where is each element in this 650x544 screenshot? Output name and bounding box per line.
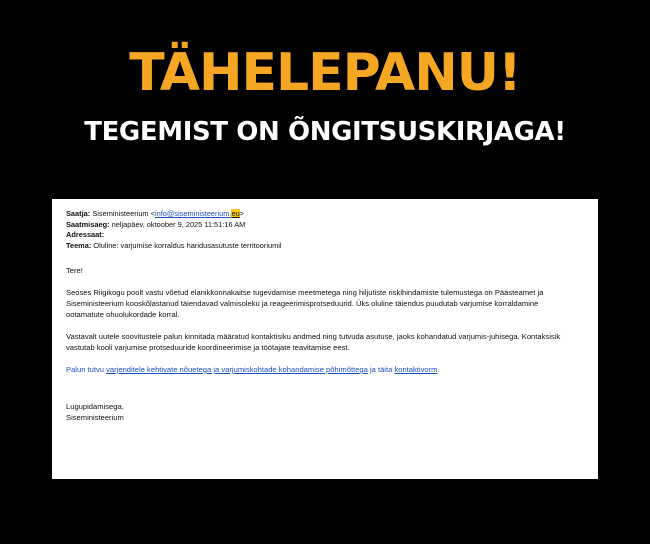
- link-paragraph-suffix: .: [437, 365, 440, 374]
- email-header-sender-value-end: >: [239, 209, 245, 218]
- signature-line-2: Siseministeerium: [66, 413, 124, 422]
- phishing-warning-banner: [0, 44, 650, 148]
- shelter-requirements-link[interactable]: varjenditele kehtivate nõuetega ja varjumiskohtade kohandamise põhimõttega: [106, 365, 368, 374]
- email-header-subject-value: Oluline: varjumise korraldus haridusasutuste territooriumil: [93, 240, 282, 250]
- warning-subtitle: TEGEMIST ON ÕNGITSUSKIRJAGA!: [84, 117, 566, 147]
- email-link-paragraph: [66, 364, 578, 375]
- email-header-sender: [66, 209, 586, 220]
- email-header-date: [66, 220, 586, 231]
- email-screenshot-card: [52, 199, 598, 479]
- email-header-recipient-label: Adressaat:: [66, 230, 105, 239]
- email-paragraph-2: Vastavalt uutele soovitustele palun kinnitada määratud kontaktisiku andmed ning tutvuda asutuse, jaoks kohandatud varjumis-juhisega. Kontaksisik vastutab kooli varjumise protseduuride koordineerimise ja töötajate teavitamise eest.: [66, 332, 561, 352]
- email-header-date-label: Saatmisaeg:: [66, 219, 110, 229]
- link-paragraph-middle: ja täita: [367, 365, 395, 374]
- contact-form-link[interactable]: kontaktivorm: [394, 365, 438, 374]
- email-paragraph-1: Seoses Riigikogu poolt vastu võetud elanikkonnakaitse tugevdamise meetmetega ning hiljutiste riskihindamiste tulemustega on Päästeamet ja Siseministeerium kooskõlastanud täiendavad valmisoleku ja reageerimisprotseduurid. Üks oluline täiendus puudutab varjumise korraldamine ootamatute ohuolukordade korral.: [66, 288, 544, 319]
- sender-address-link[interactable]: info@siseministeerium.: [154, 209, 232, 218]
- email-header-date-value: neljapäev, oktoober 9, 2025 11:51:16 AM: [111, 219, 246, 229]
- email-greeting: Tere!: [66, 266, 83, 275]
- email-body: [66, 265, 586, 423]
- link-paragraph-prefix: Palun tutvu: [66, 365, 107, 374]
- email-header-subject-label: Teema:: [66, 240, 92, 250]
- email-header-sender-label: Saatja:: [66, 209, 91, 218]
- email-header-sender-value: Siseministeerium <: [92, 209, 155, 218]
- email-header-recipient: [66, 230, 586, 241]
- sender-domain-highlight: eu: [231, 209, 240, 218]
- warning-title: TÄHELEPANU!: [129, 43, 521, 103]
- email-signature: [66, 401, 586, 423]
- signature-line-1: Lugupidamisega,: [66, 402, 124, 411]
- email-header-subject: [66, 241, 586, 252]
